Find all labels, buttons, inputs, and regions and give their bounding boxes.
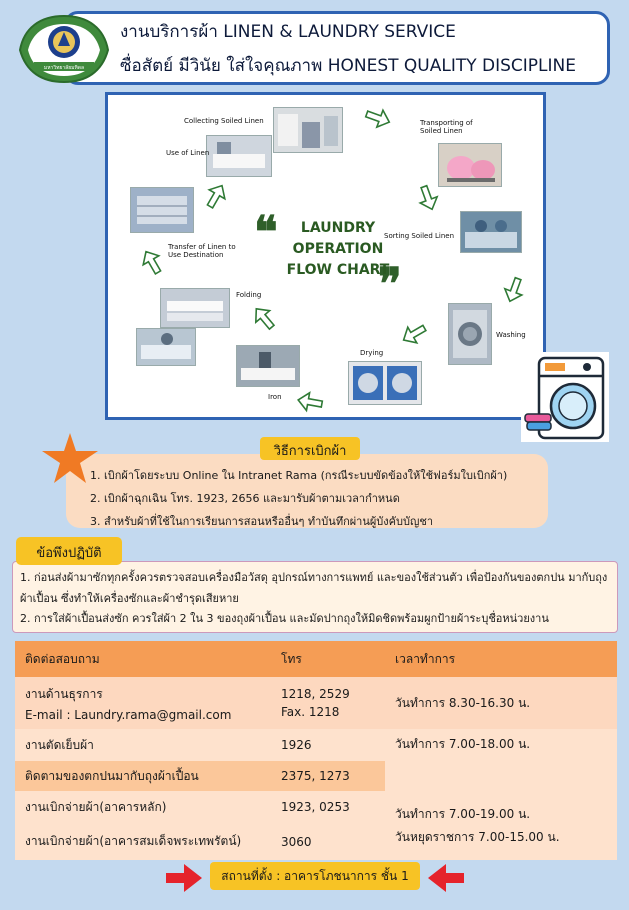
contact-phone: 2375, 1273	[271, 761, 385, 791]
step-drying: Drying	[360, 349, 384, 357]
close-quote-icon: ❞	[378, 259, 402, 310]
flow-arrow-icon	[247, 300, 282, 336]
drying-photo	[348, 361, 422, 405]
contact-hours-holiday: วันหยุดราชการ 7.00-15.00 น.	[395, 829, 560, 844]
page-title: งานบริการผ้า LINEN & LAUNDRY SERVICE	[120, 22, 456, 42]
contact-table	[15, 641, 617, 860]
procedure-item-3: 3. สำหรับผ้าที่ใช้ในการเรียนการสอนหรืออื่นๆ ทำบันทึกผ่านผู้บังคับบัญชา	[90, 515, 434, 528]
university-logo	[18, 10, 110, 86]
contact-hours-cell	[385, 791, 617, 860]
step-folding: Folding	[236, 291, 262, 299]
washing-photo	[448, 303, 492, 365]
contact-name: ติดตามของตกปนมากับถุงผ้าเปื้อน	[15, 761, 271, 791]
contact-name: งานเบิกจ่ายผ้า(อาคารหลัก)	[15, 791, 271, 823]
procedure-item-2: 2. เบิกผ้าฉุกเฉิน โทร. 1923, 2656 และมารับผ้าตามเวลากำหนด	[90, 492, 400, 505]
contact-email[interactable]: E-mail : Laundry.rama@gmail.com	[25, 707, 232, 722]
contact-phone-cell	[271, 677, 385, 729]
flow-title-line2: OPERATION	[292, 241, 384, 257]
step-collecting: Collecting Soiled Linen	[184, 117, 264, 125]
flow-arrow-icon	[294, 389, 325, 416]
collecting-photo	[273, 107, 343, 153]
contact-name: งานตัดเย็บผ้า	[15, 729, 271, 761]
flow-title-line1: LAUNDRY	[300, 220, 376, 236]
contact-phone: 1926	[271, 729, 385, 761]
flow-arrow-icon	[499, 273, 529, 307]
contact-name: งานด้านธุรการ	[25, 686, 103, 701]
transfer-photo	[130, 187, 194, 233]
flow-title-line3: FLOW CHART	[286, 262, 390, 278]
header-contact: ติดต่อสอบถาม	[15, 641, 271, 677]
contact-phone: 3060	[271, 823, 385, 860]
contact-name: งานเบิกจ่ายผ้า(อาคารสมเด็จพระเทพรัตน์)	[15, 823, 271, 860]
guideline-item-2: 2. การใส่ผ้าเปื้อนส่งซัก ควรใส่ผ้า 2 ใน 3 ของถุงผ้าเปื้อน และมัดปากถุงให้มิดชิดพร้อมผูกป้ายผ้าระบุชื่อหน่วยงาน	[20, 612, 549, 625]
contact-phone: 1923, 0253	[271, 791, 385, 823]
washing-machine-icon	[521, 352, 609, 442]
flow-arrow-icon	[135, 244, 168, 279]
transporting-photo	[438, 143, 502, 187]
contact-fax: Fax. 1218	[281, 705, 340, 719]
flow-arrow-icon	[396, 317, 431, 350]
table-header-row	[15, 641, 617, 677]
step-transfer: Transfer of Linen to Use Destination	[168, 243, 236, 260]
laundry-flow-chart	[105, 92, 546, 420]
procedure-item-1: 1. เบิกผ้าโดยระบบ Online ใน Intranet Rama (กรณีระบบขัดข้องให้ใช้ฟอร์มใบเบิกผ้า)	[90, 469, 508, 482]
sorting-photo	[460, 211, 522, 253]
header-phone: โทร	[271, 641, 385, 677]
contact-hours: วันทำการ 7.00-18.00 น.	[385, 729, 617, 791]
page-motto: ซื่อสัตย์ มีวินัย ใส่ใจคุณภาพ HONEST QUALITY DISCIPLINE	[120, 56, 576, 76]
guideline-item-1: 1. ก่อนส่งผ้ามาซักทุกครั้งควรตรวจสอบเครื่องมือวัสดุ อุปกรณ์ทางการแพทย์ และของใช้ส่วนตัว เพื่อป้องกันของตกปน มากับถุงผ้าเปื้อน ซึ่งทำให้เครื่องซักและผ้าชำรุดเสียหาย	[20, 571, 608, 605]
contact-name-cell	[15, 677, 271, 729]
table-row	[15, 729, 617, 761]
step-sorting: Sorting Soiled Linen	[384, 232, 455, 240]
use-of-linen-photo	[206, 135, 272, 177]
folding-photo-2	[136, 328, 196, 366]
flow-chart-title	[258, 218, 418, 281]
open-quote-icon: ❝	[254, 207, 278, 258]
flow-arrow-icon	[361, 103, 395, 133]
flow-arrow-icon	[199, 178, 232, 213]
contact-hours: วันทำการ 7.00-19.00 น.	[395, 806, 531, 821]
contact-phone: 1218, 2529	[281, 687, 350, 701]
step-iron: Iron	[268, 393, 282, 401]
arrow-right-icon	[166, 864, 202, 892]
procedure-title: วิธีการเบิกผ้า	[273, 444, 347, 459]
step-use-of-linen: Use of Linen	[166, 149, 210, 157]
logo-text: มหาวิทยาลัยมหิดล	[43, 65, 85, 71]
iron-photo	[236, 345, 300, 387]
contact-hours: วันทำการ 8.30-16.30 น.	[385, 677, 617, 729]
table-row	[15, 677, 617, 729]
header-hours: เวลาทำการ	[385, 641, 617, 677]
step-washing: Washing	[496, 331, 526, 339]
guidelines-title: ข้อพึงปฏิบัติ	[36, 546, 102, 561]
table-row	[15, 791, 617, 823]
location-label: สถานที่ตั้ง : อาคารโภชนาการ ชั้น 1	[221, 869, 409, 883]
arrow-left-icon	[428, 864, 464, 892]
folding-photo-1	[160, 288, 230, 328]
step-transporting: Transporting of Soiled Linen	[420, 119, 473, 136]
